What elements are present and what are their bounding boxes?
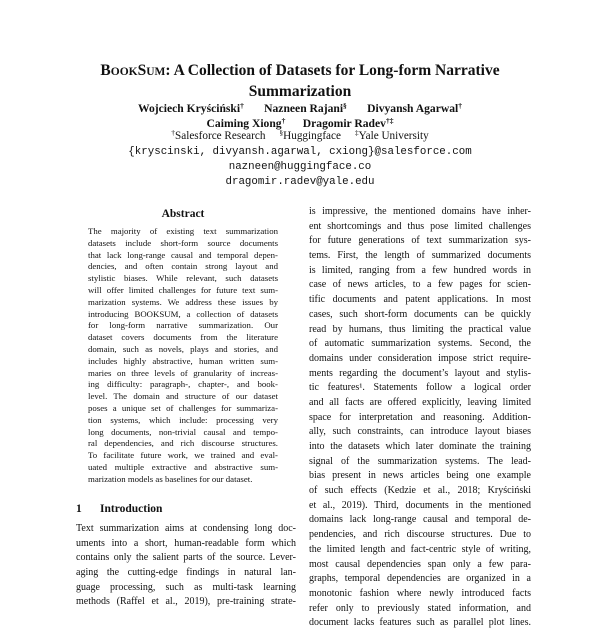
body-line: pendencies, and rich discourse structures. Due to [309,529,531,541]
abstract-line: To facilitate future work, we trained and eval- [88,450,278,461]
abstract-line: that lack long-range causal and temporal depen- [88,249,278,260]
email-line: dragomir.radev@yale.edu [225,176,375,189]
abstract-line: tion systems, which include: processing very [88,414,278,425]
author-list [60,101,540,131]
body-line: read by humans, thus limiting the practical value [309,323,531,335]
body-line: of such effects (Kedzie et al., 2018; Kryściński [309,485,531,497]
body-line: into the datasets which later dominate the training [309,441,531,452]
body-line: tific documents and patent applications. In most [309,294,531,306]
introduction-body [76,522,296,610]
body-line: domains lack long-range causal and temporal de- [309,514,531,526]
body-line: space for interpretation and reasoning. Addition- [309,411,531,423]
body-line: monotonic fashion where newly introduced facts [309,587,531,599]
abstract-line: long documents, non-trivial causal and tempo- [88,426,278,437]
paper-title-line2: Summarization [248,83,352,100]
section-heading [76,503,162,515]
abstract-line: maries on three levels of granularity of increas- [88,367,278,378]
intro-line: guage processing, such as multi-task learning [76,581,296,593]
body-line: ally, such constraints, can introduce layout biases [309,426,531,438]
body-line: for future generations of text summarization sys- [309,235,531,247]
body-line: domains under consideration impose strict require- [309,352,531,364]
abstract-line: ing difficulty: paragraph-, chapter-, and book- [88,379,278,390]
right-column-body [309,205,531,631]
author: Wojciech Kryściński† [138,101,244,115]
body-line: bias present in news articles being one example [309,470,531,482]
email-line: nazneen@huggingface.co [228,161,372,174]
body-line: is limited, ranging from a few hundred words in [309,264,531,276]
body-line: signal of the summarization systems. The lead- [309,455,531,467]
body-line: ments regarding the document’s layout and stylis- [309,367,531,379]
intro-line: uments into a short, human-readable form which [76,537,296,549]
body-line: the limited length and fact-centric style of writing, [309,543,531,555]
affiliation: ‡Yale University [354,128,429,142]
abstract-line: for long-form narrative summarization. Our [88,320,278,331]
abstract-line: domain, such as novels, plays and stories, and [88,343,278,354]
author: Caiming Xiong† [206,116,286,130]
body-line: most causal dependencies span only a few para- [309,558,531,570]
body-line: document lacks features such as parallel plot lines. [309,617,531,629]
email-line: {kryscinski, divyansh.agarwal, cxiong}@salesforce.com [128,146,472,158]
body-line: of automatic summarization systems. Second, the [309,338,531,350]
body-line: refer only to previously stated information, and [309,602,531,614]
intro-line: methods (Raffel et al., 2019), pre-training strate- [76,596,296,608]
email-list [60,145,540,191]
abstract-line: introducing BOOKSUM, a collection of datasets [88,308,278,319]
paper-title-line1: BOOKSUM: A Collection of Datasets for Long-form Narrative [100,62,500,79]
abstract-line: poses a unique set of challenges for summariza- [88,402,278,413]
abstract-line: ral dependencies, and rich discourse structures. [88,438,278,449]
abstract-line: level. The domain and structure of our dataset [88,391,278,402]
body-line: ent shortcomings and thus pose limited challenges [309,220,531,232]
abstract-line: will offer limited challenges for future text sum- [88,284,278,295]
abstract-line: dencies, and often contain strong layout and [88,261,278,272]
body-line: and all facts are offered explicitly, leaving limited [309,396,531,408]
body-line: case of news articles, to a few pages for scien- [309,279,531,291]
abstract-line: dataset covers documents from the literature [88,332,278,343]
body-line: et al., 2019). Third, documents in the mentioned [309,499,531,511]
abstract-line: marization systems. We address these issues by [88,296,278,307]
booksum-name: BOOKSUM [100,62,166,79]
intro-line: Text summarization aims at condensing long doc- [76,523,296,534]
body-line: tems. First, the length of summarized documents [309,250,531,262]
body-line: graphs, temporal dependencies are organized in a [309,573,531,585]
affiliations [60,129,540,143]
abstract-line: includes highly abstractive, human written sum- [88,355,278,366]
intro-line: aging the cutting-edge findings in natural lan- [76,567,296,579]
affiliation: †Salesforce Research [171,128,266,142]
author: Divyansh Agarwal† [367,101,462,115]
body-line: tic features¹. Statements follow a logical order [309,382,531,394]
abstract-line: datasets include short-form source documents [88,237,278,248]
abstract-body [88,226,278,486]
abstract-line: uated multiple extractive and abstractive sum- [88,461,278,472]
affiliation: §Huggingface [279,128,341,142]
author: Dragomir Radev†‡ [302,116,394,130]
abstract-line: The majority of existing text summarization [88,226,278,236]
section-title: Introduction [100,503,163,515]
paper-title [60,61,540,101]
body-line: cases, such short-form documents can be quickly [309,308,531,320]
abstract-line: marization models as baselines for our dataset. [88,473,253,484]
intro-line: contains only the salient parts of the source. Lever- [76,552,296,564]
section-number: 1 [76,503,82,515]
author: Nazneen Rajani§ [264,101,347,115]
abstract-line: stylistic biases. While relevant, such datasets [88,273,278,284]
abstract-heading: Abstract [161,208,205,220]
author-line-1 [60,101,540,116]
body-line: is impressive, the mentioned domains have inher- [309,206,531,217]
